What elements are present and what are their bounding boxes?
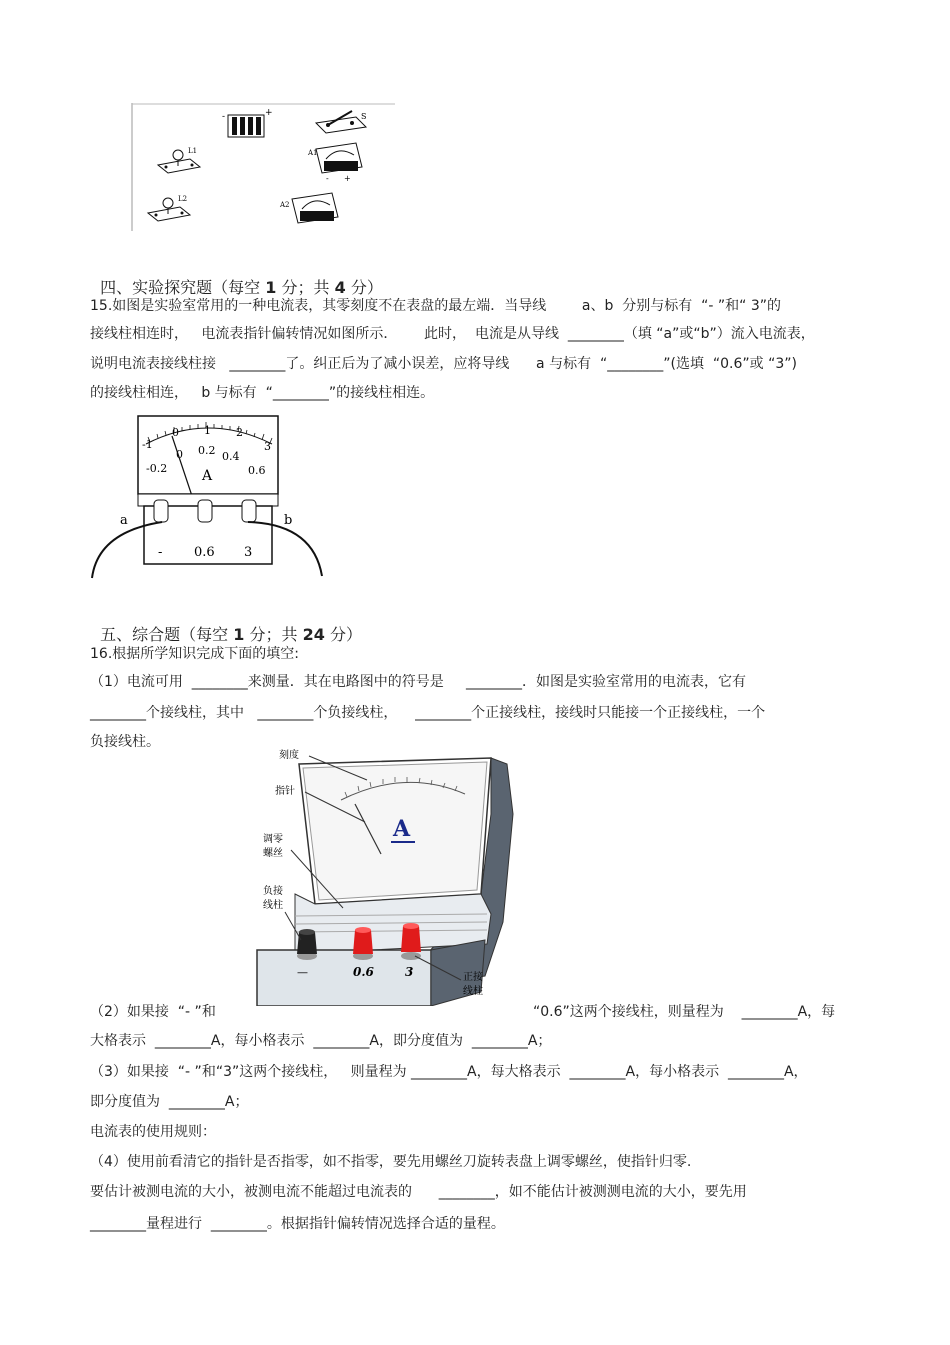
wire-b-label: b	[284, 513, 293, 528]
q16-line-8: 电流表的使用规则：	[90, 1124, 216, 1140]
top-scale-3: 3	[264, 440, 271, 453]
q15-line-1: 15.如图是实验室常用的一种电流表，其零刻度不在表盘的最左端．当导线 a、b 分别与标有 “- ”和“ 3”的	[90, 298, 782, 314]
lamp-l2-icon	[148, 195, 190, 221]
ammeter-figure-2	[255, 744, 530, 1006]
ammeter-figure-1	[88, 412, 328, 580]
label-neg-2: 线柱	[263, 900, 283, 911]
bottom-scale-0: 0	[176, 448, 183, 461]
terminal-3: 3	[244, 545, 253, 560]
lamp-l1-icon	[158, 147, 200, 173]
section-4-heading: 四、实验探究题（每空 1 分；共 4 分）	[100, 278, 383, 297]
label-dial: 刻度	[279, 750, 299, 761]
label-zero-2: 螺丝	[263, 848, 283, 859]
neg-terminal	[297, 929, 317, 960]
top-scale-2: 2	[236, 426, 243, 439]
ammeter-a2-label: A2	[280, 201, 290, 209]
q16-line-10: 要估计被测电流的大小，被测电流不能超过电流表的 ________，如不能估计被测测电流的大小，要先用	[90, 1184, 747, 1200]
battery-icon	[222, 108, 273, 137]
circuit-components-figure	[130, 103, 395, 231]
dial-unit: A	[393, 816, 411, 842]
svg-text:-: -	[326, 174, 329, 183]
q15-line-3: 说明电流表接线柱接 ________了。纠正后为了减小误差，应将导线 a 与标有 “________”(选填 “0.6”或 “3”)	[90, 356, 797, 372]
q16-line-0: 16.根据所学知识完成下面的填空:	[90, 646, 299, 662]
terminal-2-neg: —	[297, 966, 308, 979]
pos-terminal-06	[353, 927, 373, 960]
pos-terminal-3	[401, 923, 421, 960]
top-scale-neg1: -1	[142, 438, 153, 451]
q16-line-1: （1）电流可用 ________来测量．其在电路图中的符号是 ________．如图是实验室常用的电流表，它有	[90, 674, 747, 690]
q16-line-11: ________量程进行 ________。根据指针偏转情况选择合适的量程。	[90, 1216, 505, 1232]
label-pos-2: 线柱	[463, 986, 483, 997]
q16-line-3: 负接线柱。	[90, 734, 160, 750]
q16-line-4a: （2）如果接 “- ”和	[90, 1004, 216, 1020]
switch-icon	[316, 111, 366, 133]
q15-line-4: 的接线柱相连， b 与标有 “________”的接线柱相连。	[90, 385, 435, 401]
label-pointer: 指针	[275, 786, 295, 797]
q16-line-4b: “0.6”这两个接线柱，则量程为 ________A，每	[533, 1004, 836, 1020]
ammeter-a1-icon	[307, 143, 362, 183]
svg-text:+: +	[265, 108, 273, 118]
bottom-scale-04: 0.4	[222, 450, 240, 463]
unit-label: A	[202, 468, 213, 484]
lamp-l1-label: L1	[188, 147, 198, 155]
label-zero-1: 调零	[263, 834, 283, 845]
q16-line-9: （4）使用前看清它的指针是否指零，如不指零，要先用螺丝刀旋转表盘上调零螺丝，使指针归零.	[90, 1154, 692, 1170]
ammeter-a1-label: A1	[308, 149, 318, 157]
terminal-neg: -	[158, 545, 163, 560]
svg-text:+: +	[344, 174, 351, 183]
ammeter-a2-icon	[279, 193, 338, 223]
wire-a-label: a	[120, 513, 128, 528]
q16-line-2: ________个接线柱，其中 ________个负接线柱， ________个正接线柱，接线时只能接一个正接线柱，一个	[90, 705, 766, 721]
lamp-l2-label: L2	[178, 195, 188, 203]
section-5-heading: 五、综合题（每空 1 分；共 24 分）	[100, 625, 362, 644]
q16-line-6: （3）如果接 “- ”和“3”这两个接线柱， 则量程为 ________A，每大格表示 ________A，每小格表示 ________A，	[90, 1064, 808, 1080]
switch-label: S	[361, 112, 367, 121]
bottom-scale-06: 0.6	[248, 464, 266, 477]
label-pos-1: 正接	[463, 972, 483, 983]
terminal-06: 0.6	[194, 545, 215, 560]
bottom-scale-02: 0.2	[198, 444, 216, 457]
terminal-2-06: 0.6	[353, 965, 374, 979]
top-scale-1: 1	[204, 424, 211, 437]
bottom-scale-neg02: -0.2	[146, 462, 168, 475]
q16-line-5: 大格表示 ________A，每小格表示 ________A，即分度值为 ________A；	[90, 1033, 552, 1049]
terminal-2-3: 3	[405, 965, 414, 979]
label-neg-1: 负接	[263, 886, 283, 897]
q16-line-7: 即分度值为 ________A；	[90, 1094, 249, 1110]
svg-text:-: -	[222, 112, 226, 122]
q15-line-2: 接线柱相连时， 电流表指针偏转情况如图所示． 此时， 电流是从导线 ________（填 “a”或“b”）流入电流表，	[90, 326, 815, 342]
top-scale-0: 0	[172, 426, 179, 439]
